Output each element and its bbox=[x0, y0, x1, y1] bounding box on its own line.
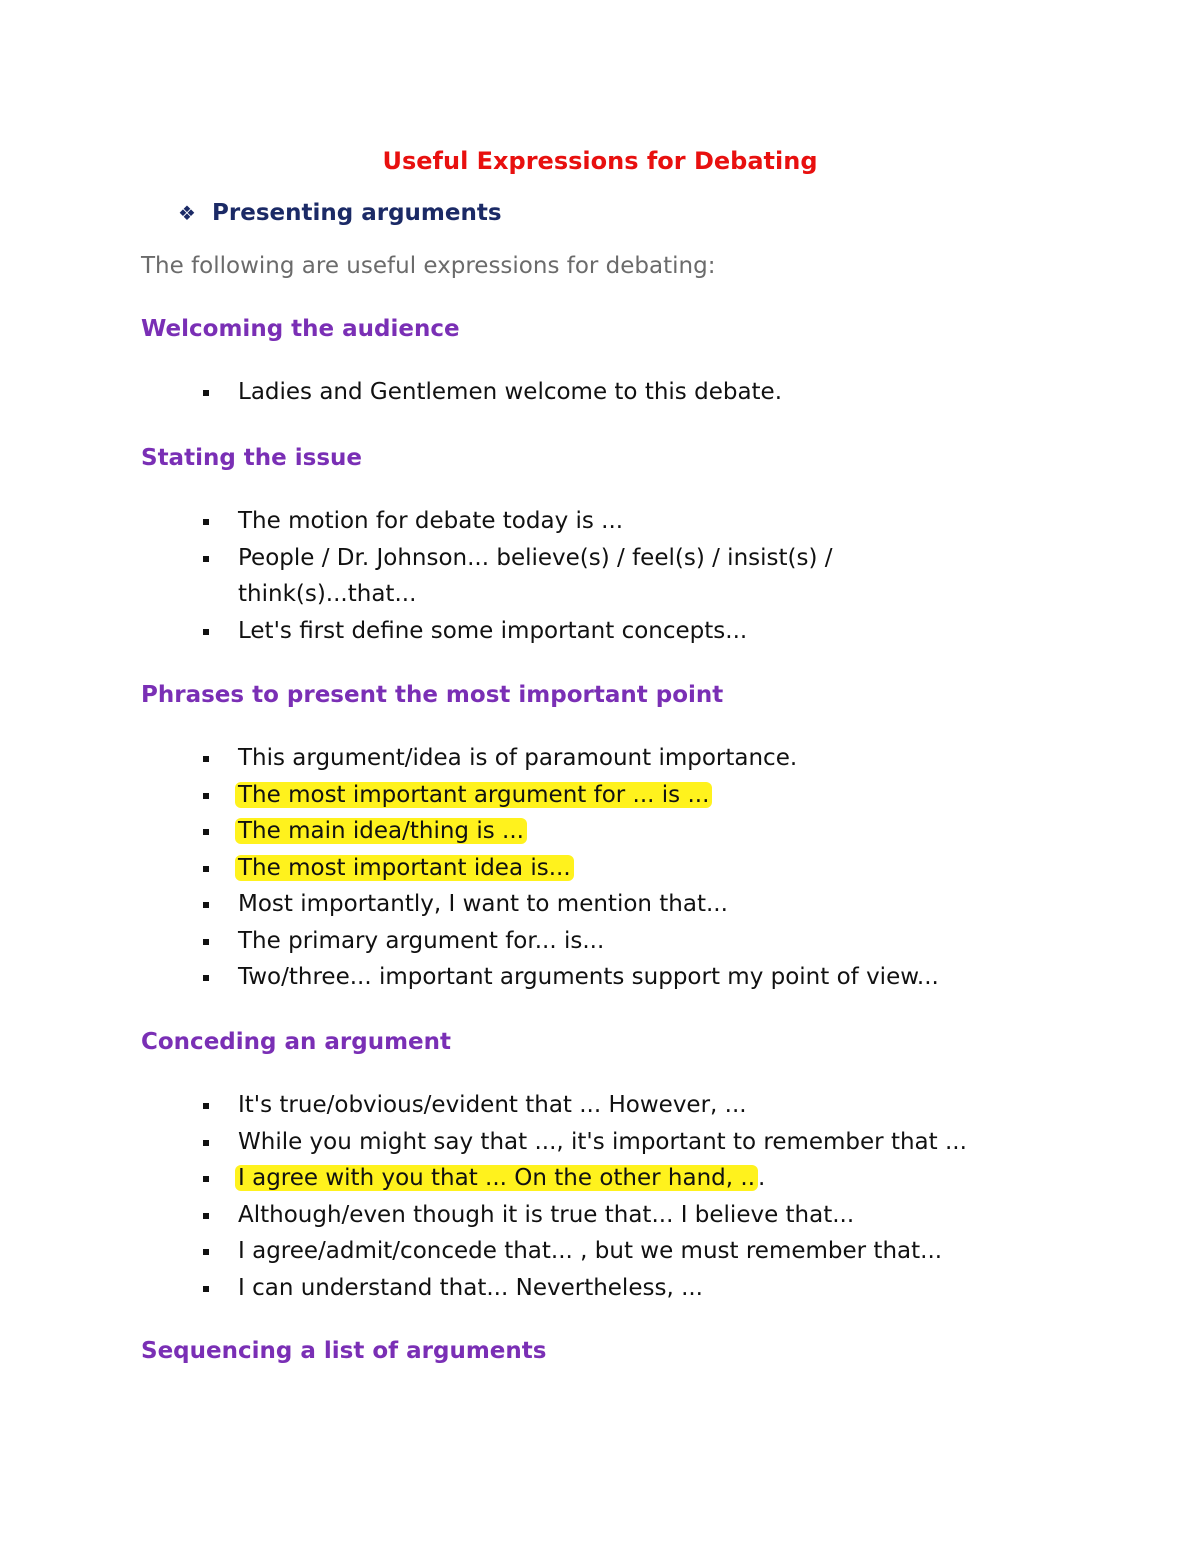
square-bullet-icon bbox=[203, 866, 209, 872]
square-bullet-icon bbox=[203, 829, 209, 835]
list-item: Although/even though it is true that... I believe that... bbox=[198, 1197, 1018, 1234]
list-item: Two/three... important arguments support my point of view... bbox=[198, 959, 1018, 996]
list-item: I can understand that... Nevertheless, ... bbox=[198, 1270, 1018, 1307]
list-item: The primary argument for... is... bbox=[198, 923, 1018, 960]
section-heading-sequencing: Sequencing a list of arguments bbox=[141, 1338, 547, 1364]
section-heading-important-point: Phrases to present the most important point bbox=[141, 682, 724, 708]
section-list-important-point bbox=[198, 740, 1018, 996]
highlighted-text: The most important idea is... bbox=[235, 855, 574, 881]
square-bullet-icon bbox=[203, 1176, 209, 1182]
list-item: I agree/admit/concede that... , but we must remember that... bbox=[198, 1233, 1018, 1270]
section-heading-conceding: Conceding an argument bbox=[141, 1029, 452, 1055]
subheading bbox=[178, 196, 502, 230]
section-heading-stating-issue: Stating the issue bbox=[141, 445, 363, 471]
section-list-conceding bbox=[198, 1087, 1018, 1306]
square-bullet-icon bbox=[203, 1286, 209, 1292]
diamond-bullet-icon: ❖ bbox=[178, 201, 196, 225]
square-bullet-icon bbox=[203, 975, 209, 981]
highlighted-text: The main idea/thing is ... bbox=[235, 818, 527, 844]
highlighted-text: I agree with you that ... On the other hand, .. bbox=[235, 1165, 758, 1191]
square-bullet-icon bbox=[203, 390, 209, 396]
list-item bbox=[198, 813, 1018, 850]
square-bullet-icon bbox=[203, 793, 209, 799]
square-bullet-icon bbox=[203, 756, 209, 762]
square-bullet-icon bbox=[203, 939, 209, 945]
list-item: Let's first define some important concepts... bbox=[198, 613, 1018, 650]
intro-text: The following are useful expressions for debating: bbox=[141, 253, 716, 279]
square-bullet-icon bbox=[203, 556, 209, 562]
list-item bbox=[198, 777, 1018, 814]
list-item: The motion for debate today is ... bbox=[198, 503, 1018, 540]
square-bullet-icon bbox=[203, 519, 209, 525]
list-item: This argument/idea is of paramount importance. bbox=[198, 740, 1018, 777]
section-list-welcoming bbox=[198, 374, 1018, 411]
list-item: Most importantly, I want to mention that... bbox=[198, 886, 1018, 923]
square-bullet-icon bbox=[203, 902, 209, 908]
list-item: While you might say that ..., it's important to remember that ... bbox=[198, 1124, 1018, 1161]
square-bullet-icon bbox=[203, 1249, 209, 1255]
section-heading-welcoming: Welcoming the audience bbox=[141, 316, 460, 342]
list-item: Ladies and Gentlemen welcome to this debate. bbox=[198, 374, 1018, 411]
list-item: I agree with you that ... On the other hand, .. . bbox=[198, 1160, 1018, 1197]
subheading-text: Presenting arguments bbox=[212, 200, 502, 226]
list-item: It's true/obvious/evident that ... However, ... bbox=[198, 1087, 1018, 1124]
square-bullet-icon bbox=[203, 1140, 209, 1146]
square-bullet-icon bbox=[203, 1103, 209, 1109]
square-bullet-icon bbox=[203, 1213, 209, 1219]
highlighted-text: The most important argument for ... is ... bbox=[235, 782, 712, 808]
list-item bbox=[198, 850, 1018, 887]
list-item: People / Dr. Johnson... believe(s) / feel(s) / insist(s) / think(s)...that... bbox=[198, 540, 878, 613]
section-list-stating-issue bbox=[198, 503, 1018, 649]
square-bullet-icon bbox=[203, 629, 209, 635]
document-title: Useful Expressions for Debating bbox=[382, 147, 818, 175]
